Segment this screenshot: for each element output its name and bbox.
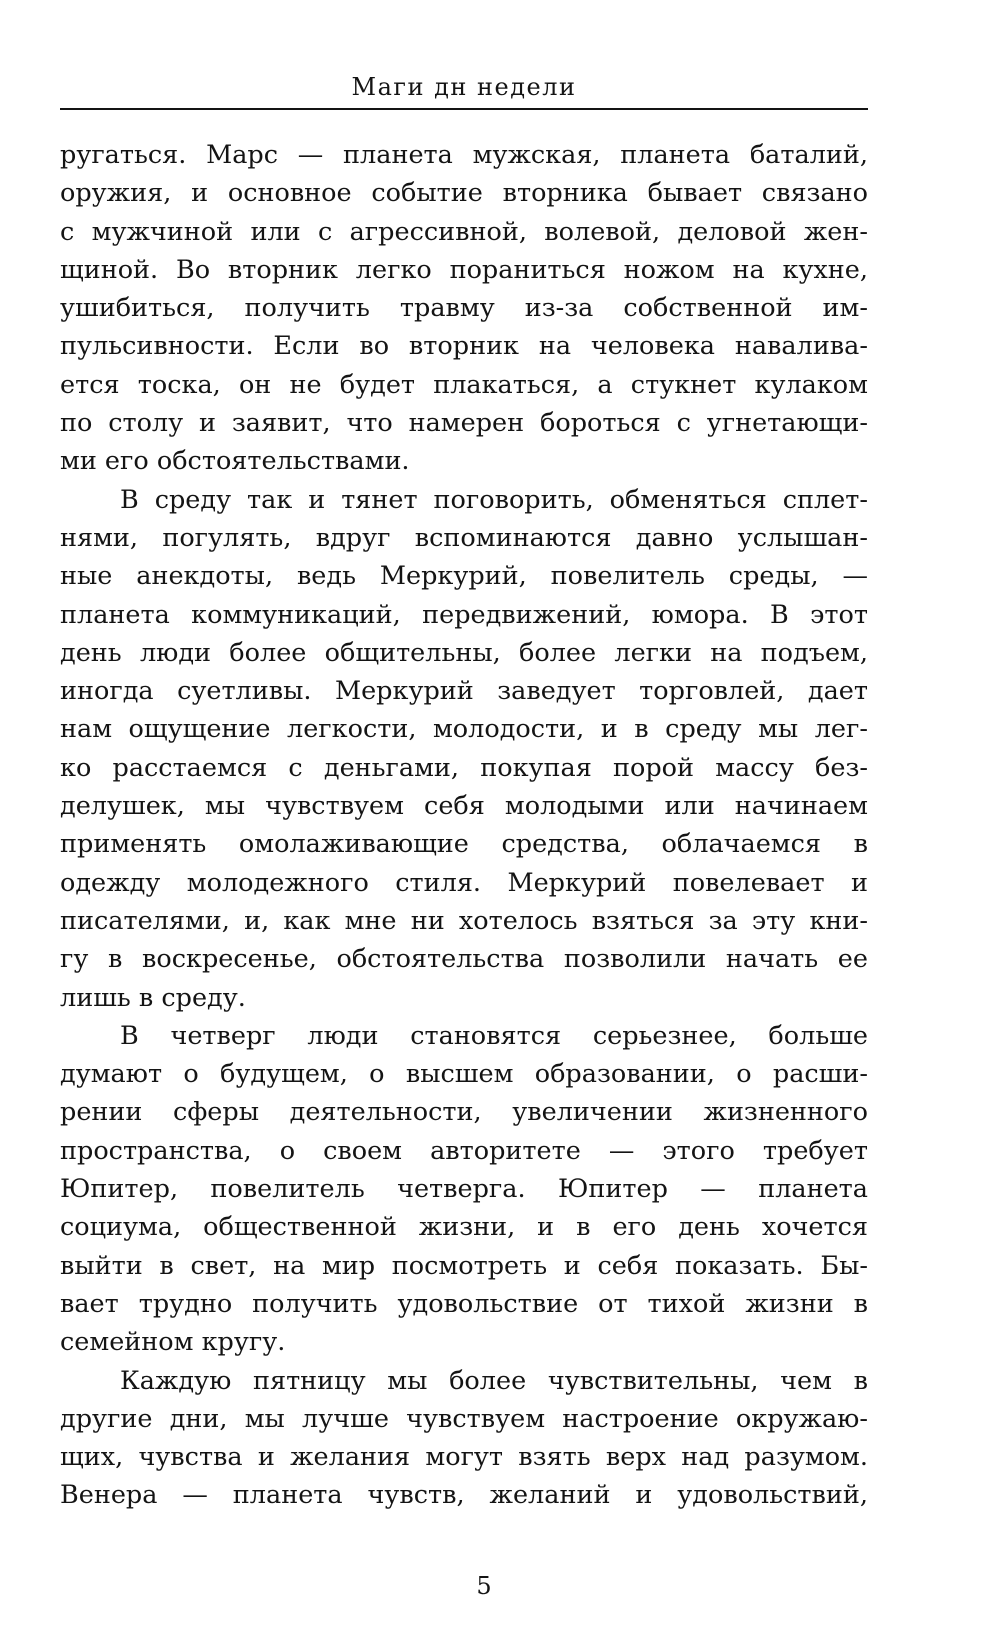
paragraph (60, 136, 868, 481)
text-line: лишь в среду. (60, 982, 246, 1013)
text-line: ные анекдоты, ведь Меркурий, повелитель среды, — (60, 561, 868, 592)
text-line: иногда суетливы. Меркурий заведует торговлей, дает (60, 676, 868, 707)
paragraph (60, 481, 868, 1017)
header-rule (60, 108, 868, 110)
text-line: семейном кругу. (60, 1327, 286, 1358)
page-number: 5 (476, 1572, 492, 1600)
text-line: рении сферы деятельности, увеличении жизненного (60, 1097, 868, 1128)
text-line: выйти в свет, на мир посмотреть и себя показать. Бы- (60, 1250, 868, 1281)
text-line: пространства, о своем авторитете — этого требует (60, 1135, 868, 1166)
text-line: нам ощущение легкости, молодости, и в среду мы лег- (60, 714, 868, 745)
text-line: оружия, и основное событие вторника бывает связано (60, 178, 868, 209)
text-line: щиной. Во вторник легко пораниться ножом на кухне, (60, 254, 868, 285)
text-line: ми его обстоятельствами. (60, 446, 410, 477)
text-line: планета коммуникаций, передвижений, юмора. В этот (60, 599, 868, 630)
text-line: вает трудно получить удовольствие от тихой жизни в (60, 1288, 868, 1319)
text-line: нями, погулять, вдруг вспоминаются давно услышан- (60, 522, 868, 553)
text-line: думают о будущем, о высшем образовании, о расши- (60, 1059, 868, 1090)
text-line: другие дни, мы лучше чувствуем настроение окружаю- (60, 1403, 868, 1434)
text-line: с мужчиной или с агрессивной, волевой, деловой жен- (60, 216, 868, 247)
text-line: Юпитер, повелитель четверга. Юпитер — планета (60, 1174, 868, 1205)
text-line: В среду так и тянет поговорить, обменяться сплет- (120, 484, 868, 515)
text-line: социума, общественной жизни, и в его день хочется (60, 1212, 868, 1243)
text-line: ушибиться, получить травму из-за собственной им- (60, 293, 868, 324)
text-line: одежду молодежного стиля. Меркурий повелевает и (60, 867, 868, 898)
text-line: Каждую пятницу мы более чувствительны, чем в (120, 1365, 868, 1396)
text-line: Венера — планета чувств, желаний и удовольствий, (60, 1480, 868, 1511)
paragraph (60, 1017, 868, 1362)
paragraph (60, 1362, 868, 1515)
text-line: писателями, и, как мне ни хотелось взяться за эту кни- (60, 905, 868, 936)
text-line: делушек, мы чувствуем себя молодыми или начинаем (60, 791, 868, 822)
running-title: Маги дн недели (351, 73, 577, 101)
text-line: пульсивности. Если во вторник на человека наваливa- (60, 331, 868, 362)
text-line: по столу и заявит, что намерен бороться с угнетающи- (60, 408, 868, 439)
text-line: В четверг люди становятся серьезнее, больше (120, 1020, 868, 1051)
text-line: применять омолаживающие средства, облачаемся в (60, 829, 868, 860)
text-line: ругаться. Марс — планета мужская, планета баталий, (60, 140, 868, 170)
text-line: гу в воскресенье, обстоятельства позволили начать ее (60, 944, 868, 975)
text-line: ко расстаемся с деньгами, покупая порой массу без- (60, 752, 868, 783)
body-text (60, 136, 868, 1515)
text-line: ется тоска, он не будет плакаться, а стукнет кулаком (60, 369, 868, 400)
text-line: день люди более общительны, более легки на подъем, (60, 637, 868, 668)
text-line: щих, чувства и желания могут взять верх над разумом. (60, 1442, 868, 1473)
